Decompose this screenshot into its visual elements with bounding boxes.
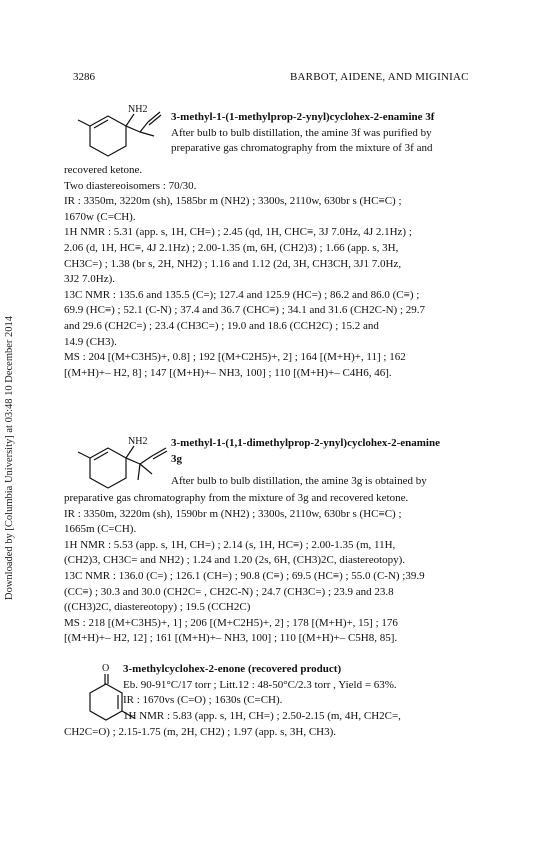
compound-3f-desc-line: preparative gas chromatography from the mixture of 3f and [171,142,433,155]
running-head: BARBOT, AIDENE, AND MIGINIAC [290,71,469,83]
compound-3g-body [64,491,488,647]
page-number: 3286 [73,71,95,83]
nmr-line: 3J2 7.0Hz). [64,273,116,286]
nmr-line: CH2C=O) ; 2.15-1.75 (m, 2H, CH2) ; 1.97 (app. s, 3H, CH3). [64,726,337,738]
nmr-line: 2.06 (d, 1H, HC≡, 4J 2.1Hz) ; 2.00-1.35 (m, 6H, (CH2)3) ; 1.66 (app. s, 3H, [64,241,399,254]
ms-line: MS : 204 [(M+C3H5)+, 0.8] ; 192 [(M+C2H5)+, 2] ; 164 [(M+H)+, 11] ; 162 [64,351,406,364]
text-line: Eb. 90-91°C/17 torr ; Litt.12 : 48-50°C/2.3 torr , Yield = 63%. [123,678,397,691]
compound-3g-desc: After bulb to bulb distillation, the amine 3g is obtained by [171,475,427,487]
nmr-line: 1H NMR : 5.83 (app. s, 1H, CH=) ; 2.50-2.15 (m, 4H, CH2C=, [123,709,401,722]
nmr-line: 1H NMR : 5.53 (app. s, 1H, CH=) ; 2.14 (s, 1H, HC≡) ; 2.00-1.35 (m, 11H, [64,538,396,551]
ms-line: MS : 218 [(M+C3H5)+, 1] ; 206 [(M+C2H5)+, 2] ; 178 [(M+H)+, 15] ; 176 [64,616,398,629]
c13-line: 13C NMR : 135.6 and 135.5 (C=); 127.4 and 125.9 (HC=) ; 86.2 and 86.0 (C≡) ; [64,288,420,301]
nmr-line: CH3C=) ; 1.38 (br s, 2H, NH2) ; 1.16 and 1.12 (2d, 3H, CH3CH, 3J1 7.0Hz, [64,257,402,270]
ketone-body-cont [64,725,488,741]
compound-3f-heading [171,110,501,157]
compound-3g-desc-block [171,474,501,490]
text-line: preparative gas chromatography from the mixture of 3g and recovered ketone. [64,492,409,504]
c13-line: (CC≡) ; 30.3 and 30.0 (CH2C= , CH2C-N) ; 24.7 (CH3C=) ; 23.9 and 23.8 [64,585,394,598]
structure-3g [78,436,170,498]
text-line: Two diastereoisomers : 70/30. [64,179,197,192]
text-line: recovered ketone. [64,164,143,176]
ketone-title: 3-methylcyclohex-2-enone (recovered product) [123,663,342,675]
c13-line: 14.9 (CH3). [64,335,117,348]
compound-3g-title-number: 3g [171,452,182,465]
ir-line: 1670w (C=CH). [64,210,136,223]
ms-line: [(M+H)+– H2, 12] ; 161 [(M+H)+– NH3, 100] ; 110 [(M+H)+– C5H8, 85]. [64,632,398,645]
ir-line: IR : 3350m, 3220m (sh), 1585br m (NH2) ; 3300s, 2110w, 630br s (HC≡C) ; [64,195,402,208]
oxygen-label: O [102,663,110,674]
nmr-line: 1H NMR : 5.31 (app. s, 1H, CH=) ; 2.45 (qd, 1H, CHC≡, 3J 7.0Hz, 4J 2.1Hz) ; [64,226,412,239]
c13-line: 69.9 (HC≡) ; 52.1 (C-N) ; 37.4 and 36.7 (CHC≡) ; 34.1 and 31.6 (CH2C-N) ; 29.7 [64,304,426,317]
nmr-line: (CH2)3, CH3C= and NH2) ; 1.24 and 1.20 (2s, 6H, (CH3)2C, diastereotopy). [64,554,406,567]
download-watermark: Downloaded by [Columbia University] at 03:48 10 December 2014 [4,315,15,600]
structure-3f [78,100,168,170]
ketone-body [123,662,453,724]
nh2-label: NH2 [128,104,148,115]
nh2-label: NH2 [128,436,148,447]
compound-3f-body [64,163,488,381]
ir-line: IR : 3350m, 3220m (sh), 1590br m (NH2) ; 3300s, 2110w, 630br s (HC≡C) ; [64,507,402,520]
ir-line: 1665m (C=CH). [64,523,137,536]
c13-line: ((CH3)2C, diastereotopy) ; 19.5 (CCH2C) [64,601,251,614]
compound-3f-title: 3-methyl-1-(1-methylprop-2-ynyl)cyclohex-2-enamine 3f [171,111,435,123]
compound-3g-title: 3-methyl-1-(1,1-dimethylprop-2-ynyl)cyclohex-2-enamine [171,437,440,449]
c13-line: 13C NMR : 136.0 (C=) ; 126.1 (CH=) ; 90.8 (C≡) ; 69.5 (HC≡) ; 55.0 (C-N) ;39.9 [64,569,425,582]
ir-line: IR : 1670vs (C=O) ; 1630s (C=CH). [123,694,283,707]
compound-3f-desc-line: After bulb to bulb distillation, the amine 3f was purified by [171,126,432,139]
c13-line: and 29.6 (CH2C=) ; 23.4 (CH3C=) ; 19.0 and 18.6 (CCH2C) ; 15.2 and [64,319,379,332]
ms-line: [(M+H)+– H2, 8] ; 147 [(M+H)+– NH3, 100] ; 110 [(M+H)+– C4H6, 46]. [64,366,392,379]
compound-3g-heading [171,436,501,467]
